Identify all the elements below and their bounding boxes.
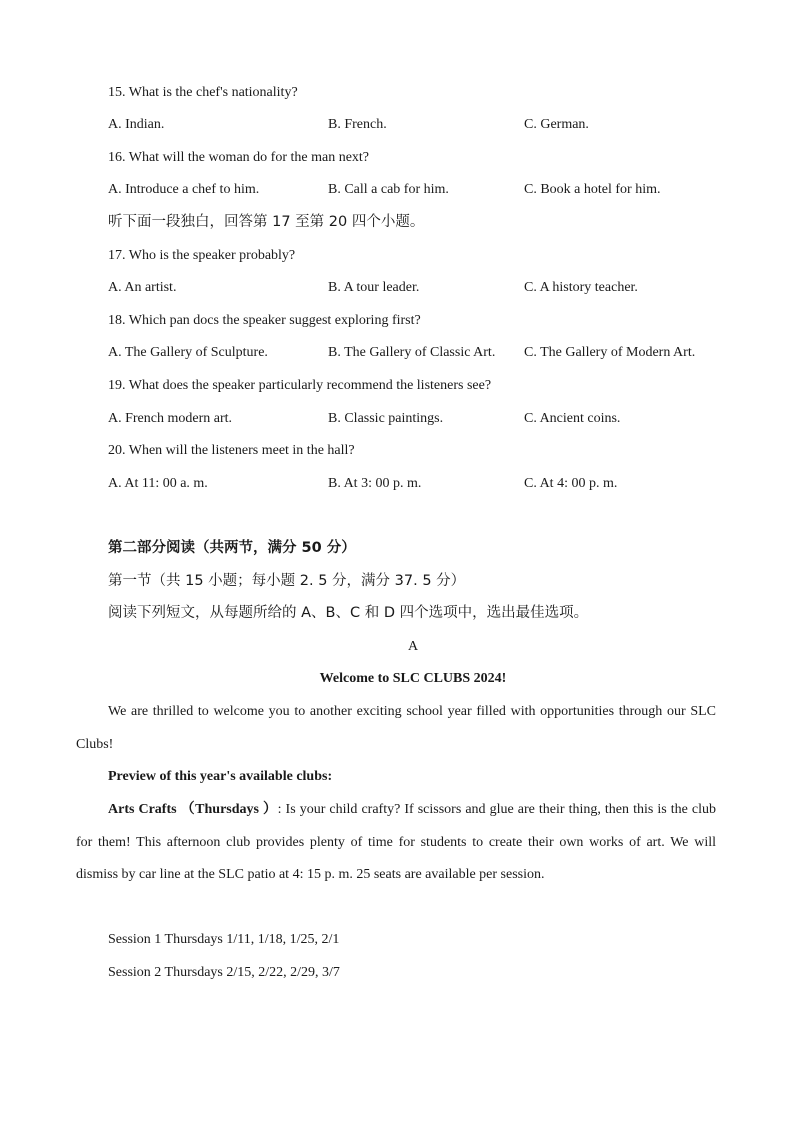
question-16-option-a: A. Introduce a chef to him. — [108, 182, 260, 197]
question-20-stem: 20. When will the listeners meet in the hall? — [108, 443, 355, 458]
monologue-instruction: 听下面一段独白，回答第 17 至第 20 四个小题。 — [108, 214, 425, 230]
question-17-stem: 17. Who is the speaker probably? — [108, 248, 296, 263]
question-19-stem: 19. What does the speaker particularly recommend the listeners see? — [108, 378, 492, 393]
reading-instruction: 阅读下列短文，从每题所给的 A、B、C 和 D 四个选项中，选出最佳选项。 — [108, 605, 589, 621]
preview-heading: Preview of this year's available clubs: — [108, 769, 333, 784]
question-16-option-c: C. Book a hotel for him. — [524, 182, 661, 197]
session-2-line: Session 2 Thursdays 2/15, 2/22, 2/29, 3/7 — [108, 965, 340, 980]
club-paragraph — [76, 794, 716, 892]
question-20-option-b: B. At 3: 00 p. m. — [328, 476, 422, 491]
question-17-option-a: A. An artist. — [108, 280, 177, 295]
question-18-stem: 18. Which pan docs the speaker suggest exploring first? — [108, 313, 421, 328]
question-15-stem: 15. What is the chef's nationality? — [108, 85, 298, 100]
question-18-option-b: B. The Gallery of Classic Art. — [328, 345, 496, 360]
passage-letter: A — [407, 639, 419, 654]
reading-section-title: 第一节（共 15 小题；每小题 2. 5 分，满分 37. 5 分） — [108, 573, 466, 589]
question-20-option-a: A. At 11: 00 a. m. — [108, 476, 208, 491]
question-17-option-c: C. A history teacher. — [524, 280, 638, 295]
question-15-option-a: A. Indian. — [108, 117, 165, 132]
question-18-option-a: A. The Gallery of Sculpture. — [108, 345, 268, 360]
passage-title: Welcome to SLC CLUBS 2024! — [319, 671, 507, 686]
club-description: : Is your child crafty? If scissors and glue are their thing, then this is the club for them! This afternoon club provides plenty of time for students to create their own works of art. We will dismiss by car line at the SLC patio at 4: 15 p. m. 25 seats are available per session. — [76, 802, 716, 883]
question-15-option-c: C. German. — [524, 117, 589, 132]
question-20-option-c: C. At 4: 00 p. m. — [524, 476, 618, 491]
reading-part-title: 第二部分阅读（共两节，满分 50 分） — [108, 540, 356, 556]
club-name: Arts Crafts （Thursdays ） — [108, 802, 278, 817]
question-15-option-b: B. French. — [328, 117, 387, 132]
question-16-stem: 16. What will the woman do for the man next? — [108, 150, 370, 165]
question-17-option-b: B. A tour leader. — [328, 280, 420, 295]
session-1-line: Session 1 Thursdays 1/11, 1/18, 1/25, 2/1 — [108, 932, 340, 947]
question-16-option-b: B. Call a cab for him. — [328, 182, 449, 197]
question-19-option-b: B. Classic paintings. — [328, 411, 444, 426]
passage-intro — [76, 696, 716, 761]
question-18-option-c: C. The Gallery of Modern Art. — [524, 345, 696, 360]
question-19-option-a: A. French modern art. — [108, 411, 233, 426]
passage-intro-text: We are thrilled to welcome you to another exciting school year filled with opportunities through our SLC Clubs! — [76, 704, 716, 752]
question-19-option-c: C. Ancient coins. — [524, 411, 621, 426]
